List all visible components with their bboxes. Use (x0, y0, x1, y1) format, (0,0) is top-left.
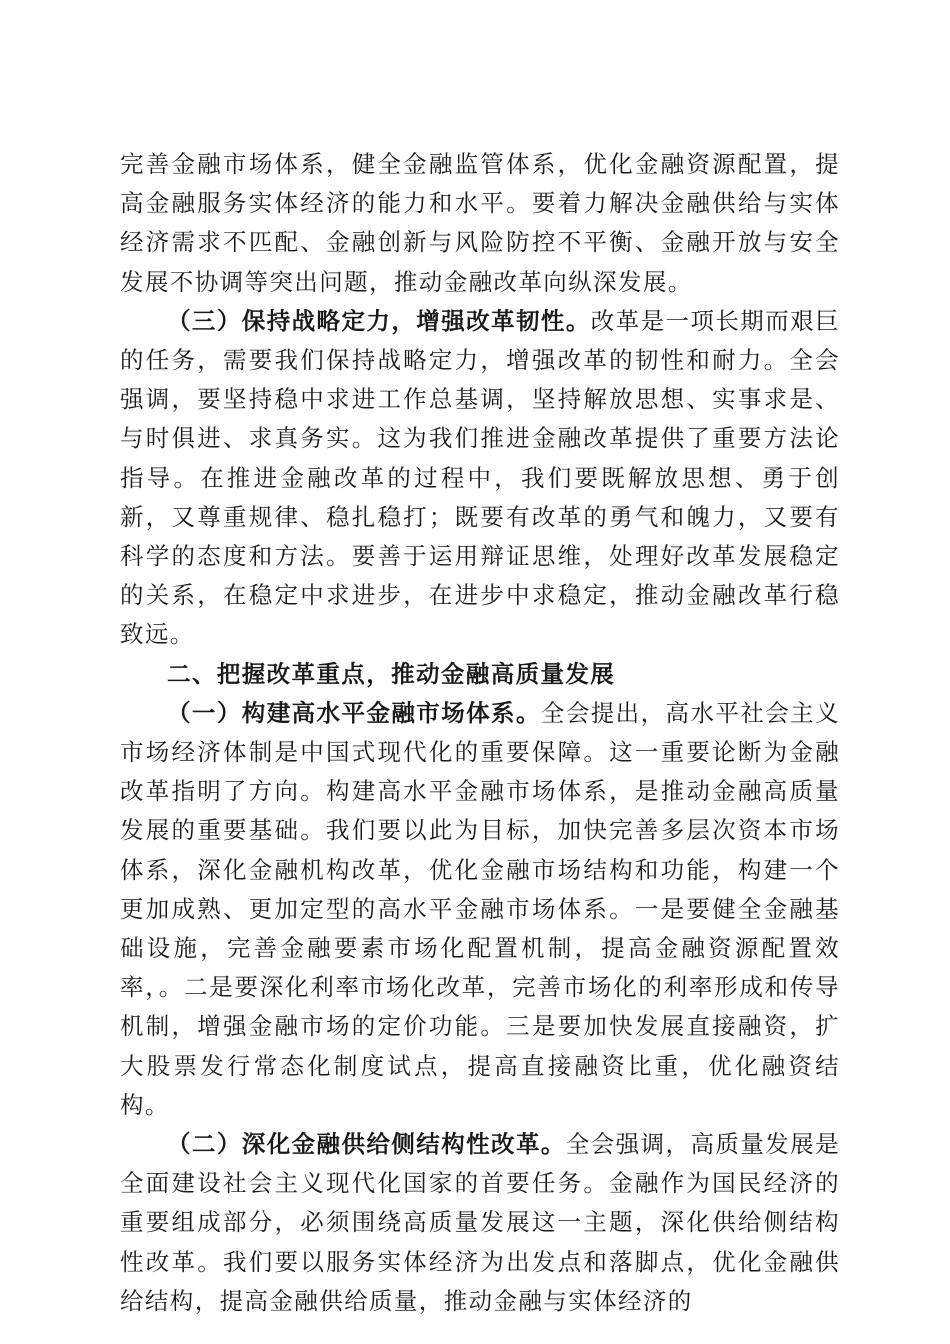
section-2-1-heading: （一）构建高水平金融市场体系。 (167, 698, 541, 727)
paragraph-continuation: 完善金融市场体系，健全金融监管体系，优化金融资源配置，提高金融服务实体经济的能力和水平。要着力解决金融供给与实体经济需求不匹配、金融创新与风险防控不平衡、金融开放与安全发展不协调等突出问题，推动金融改革向纵深发展。 (120, 150, 840, 296)
section-1-3-body: 改革是一项长期而艰巨的任务，需要我们保持战略定力，增强改革的韧性和耐力。全会强调，要坚持稳中求进工作总基调，坚持解放思想、实事求是、与时俱进、求真务实。这为我们推进金融改革提供了重要方法论指导。在推进金融改革的过程中，我们要既解放思想、勇于创新，又尊重规律、稳扎稳打；既要有改革的勇气和魄力，又要有科学的态度和方法。要善于运用辩证思维，处理好改革发展稳定的关系，在稳定中求进步，在进步中求稳定，推动金融改革行稳致远。 (120, 306, 840, 649)
paragraph-section-1-3 (120, 302, 840, 655)
paragraph-section-2-1 (120, 694, 840, 1125)
section-2-1-body: 全会提出，高水平社会主义市场经济体制是中国式现代化的重要保障。这一重要论断为金融改革指明了方向。构建高水平金融市场体系，是推动金融高质量发展的重要基础。我们要以此为目标，加快完善多层次资本市场体系，深化金融机构改革，优化金融市场结构和功能，构建一个更加成熟、更加定型的高水平金融市场体系。一是要健全金融基础设施，完善金融要素市场化配置机制，提高金融资源配置效率，。二是要深化利率市场化改革，完善市场化的利率形成和传导机制，增强金融市场的定价功能。三是要加快发展直接融资，扩大股票发行常态化制度试点，提高直接融资比重，优化融资结构。 (120, 698, 840, 1119)
part-2-title: 二、把握改革重点，推动金融高质量发展 (167, 659, 616, 688)
section-1-3-heading: （三）保持战略定力，增强改革韧性。 (167, 306, 591, 335)
section-2-2-heading: （二）深化金融供给侧结构性改革。 (167, 1130, 566, 1159)
paragraph-section-2-2 (120, 1125, 840, 1321)
section-2-2-body: 全会强调，高质量发展是全面建设社会主义现代化国家的首要任务。金融作为国民经济的重要组成部分，必须围绕高质量发展这一主题，深化供给侧结构性改革。我们要以服务实体经济为出发点和落脚点，优化金融供给结构，提高金融供给质量，推动金融与实体经济的 (120, 1130, 840, 1315)
document-body (120, 145, 840, 1321)
